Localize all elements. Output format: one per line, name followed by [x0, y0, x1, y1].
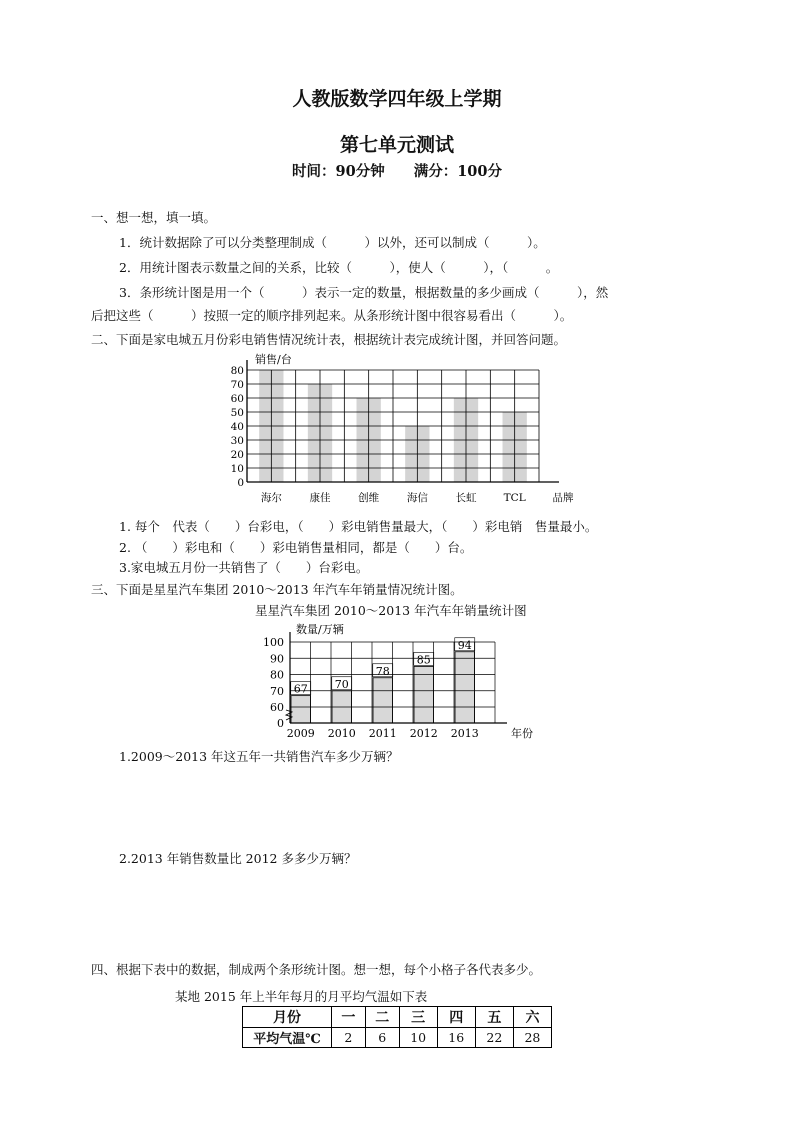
y-tick-label: 70 — [270, 684, 284, 698]
x-tick-label: 2012 — [409, 727, 438, 740]
x-tick-label: 创维 — [358, 492, 380, 504]
table-cell: 16 — [437, 1028, 475, 1048]
table-cell: 二 — [365, 1007, 399, 1028]
x-axis-label: 品牌 — [552, 492, 574, 504]
x-tick-label: 长虹 — [455, 492, 477, 504]
y-tick-label: 20 — [230, 449, 244, 461]
y-axis-label: 销售/台 — [255, 353, 292, 366]
section3-q2: 2.2013 年销售数量比 2012 多多少万辆？ — [119, 851, 357, 866]
table-cell: 四 — [437, 1007, 475, 1028]
y-tick-label: 40 — [230, 421, 244, 433]
x-tick-label: 海尔 — [260, 492, 282, 504]
table-cell: 五 — [475, 1007, 513, 1028]
section1-heading: 一、想一想，填一填。 — [91, 210, 217, 225]
section2-q1: 1. 每个 代表（ ）台彩电，（ ）彩电销售量最大，（ ）彩电销 售量最小。 — [119, 519, 598, 534]
section1-q1: 1．统计数据除了可以分类整理制成（ ）以外，还可以制成（ ）。 — [119, 235, 546, 250]
data-label: 78 — [375, 664, 390, 678]
section2-heading: 二、下面是家电城五月份彩电销售情况统计表，根据统计表完成统计图，并回答问题。 — [91, 332, 567, 347]
table-cell: 6 — [365, 1028, 399, 1048]
exam-meta: 时间：90分钟 满分：100分 — [292, 163, 502, 180]
section1-q3a: 3．条形统计图是用一个（ ）表示一定的数量，根据数量的多少画成（ ），然 — [119, 285, 609, 300]
table-cell: 28 — [513, 1028, 551, 1048]
table-cell: 2 — [332, 1028, 366, 1048]
x-tick-label: 海信 — [406, 492, 428, 504]
section2-q3: 3.家电城五月份一共销售了（ ）台彩电。 — [119, 560, 369, 575]
y-tick-label: 60 — [270, 701, 284, 714]
section4-heading: 四、根据下表中的数据，制成两个条形统计图。想一想，每个小格子各代表多少。 — [91, 962, 542, 977]
bar — [373, 678, 392, 723]
y-tick-label: 0 — [237, 477, 244, 489]
y-axis-label: 数量/万辆 — [296, 623, 344, 636]
data-label: 67 — [293, 682, 308, 696]
y-tick-label: 10 — [230, 463, 244, 475]
section1-q3b: 后把这些（ ）按照一定的顺序排列起来。从条形统计图中很容易看出（ ）。 — [91, 308, 573, 323]
tv-sales-bar-chart — [225, 350, 595, 510]
temperature-table-caption: 某地 2015 年上半年每月的月平均气温如下表 — [175, 989, 428, 1004]
car-sales-bar-chart — [255, 618, 545, 742]
x-axis-label: 年份 — [511, 727, 533, 740]
section2-q2: 2. （ ）彩电和（ ）彩电销售量相同，都是（ ）台。 — [119, 540, 473, 555]
bar — [455, 652, 474, 723]
temperature-table — [242, 1006, 552, 1048]
y-tick-label: 70 — [230, 379, 244, 391]
table-cell: 平均气温℃ — [243, 1028, 332, 1048]
table-cell: 10 — [399, 1028, 437, 1048]
x-tick-label: 2011 — [368, 727, 397, 740]
table-header-row — [243, 1007, 552, 1028]
bar — [414, 666, 433, 723]
bar — [291, 696, 310, 723]
table-cell: 三 — [399, 1007, 437, 1028]
y-tick-label: 50 — [230, 407, 244, 419]
section3-heading: 三、下面是星星汽车集团 2010～2013 年汽车年销量情况统计图。 — [91, 582, 463, 597]
x-tick-label: TCL — [503, 492, 526, 504]
table-cell: 一 — [332, 1007, 366, 1028]
page-title: 人教版数学四年级上学期 — [292, 88, 502, 110]
y-tick-label: 0 — [277, 717, 284, 730]
table-cell: 六 — [513, 1007, 551, 1028]
section3-q1: 1.2009～2013 年这五年一共销售汽车多少万辆？ — [119, 749, 399, 764]
table-row — [243, 1028, 552, 1048]
x-tick-label: 2009 — [286, 727, 315, 740]
page-subtitle: 第七单元测试 — [339, 134, 454, 156]
y-tick-label: 30 — [230, 435, 244, 447]
y-tick-label: 90 — [270, 652, 284, 666]
table-cell: 月份 — [243, 1007, 332, 1028]
data-label: 85 — [416, 653, 431, 667]
x-tick-label: 2010 — [327, 727, 356, 740]
y-tick-label: 80 — [270, 668, 284, 682]
y-tick-label: 100 — [263, 636, 284, 649]
y-tick-label: 80 — [230, 365, 244, 377]
car-chart-title: 星星汽车集团 2010～2013 年汽车年销量统计图 — [255, 603, 527, 618]
data-label: 70 — [334, 677, 349, 691]
y-tick-label: 60 — [230, 393, 244, 405]
data-label: 94 — [457, 638, 472, 652]
section1-q2: 2．用统计图表示数量之间的关系，比较（ ），使人（ ），（ 。 — [119, 260, 559, 275]
x-tick-label: 康佳 — [309, 492, 331, 504]
x-tick-label: 2013 — [450, 727, 479, 740]
table-cell: 22 — [475, 1028, 513, 1048]
